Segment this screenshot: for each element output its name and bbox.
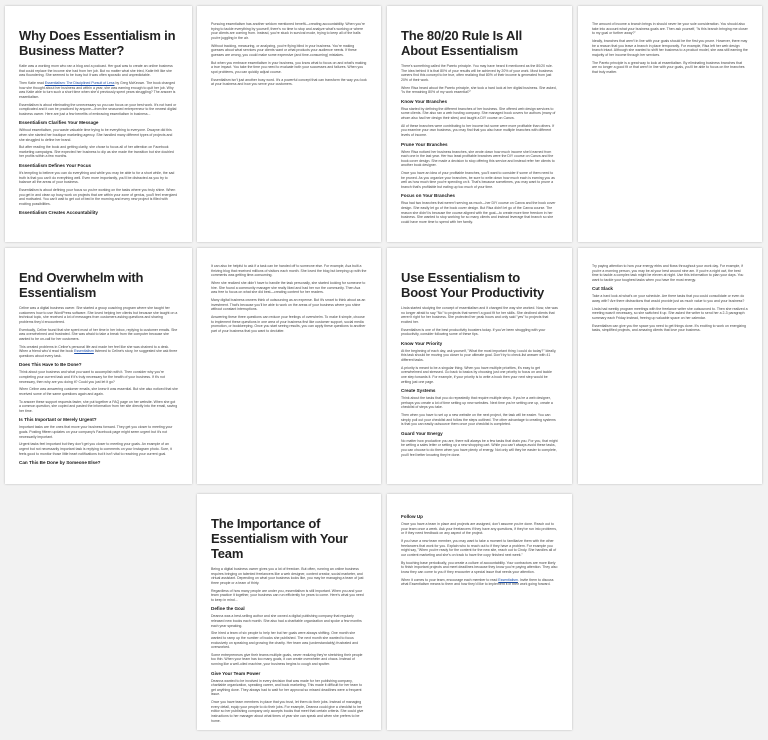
paragraph: Risa had two branches that weren't serving as much—her DIY course on Canva and the book cover design. She easily let go of the book cover design. But Risa didn't let go of the Canva course. The reason she didn't is because the course aligned with the goal—to create more time freedom in her business. She wanted to stop working for so many clients and instead leverage that branch so she could have more time to spend with her family. (401, 201, 556, 224)
page-5 (5, 248, 192, 484)
paragraph: There's something called the Pareto principle. You may have heard it mentioned as the 80/20 rule. The idea behind it is that 80% of your results will be achieved by 20% of your work. Most business owners find this concept to be true, often realizing that 80% of their income is generated from just 20% of their work. (401, 64, 553, 82)
page-1 (5, 6, 192, 242)
paragraph: Pursuing essentialism has another seldom mentioned benefit—creating accountability. When you're trying to tackle everything by yourself, there's no time to stop and analyze what's working or where your clients are coming from. Instead, you're stuck in survival mode, trying to keep all of the balls you're juggling in the air. (211, 22, 365, 40)
paragraph: When she realized she didn't have to handle the task personally, she started looking for someone to hire. She found a community manager she really liked and had her run the community. Then Ava was free to focus on what she did best—creating content for her readers. (211, 280, 366, 295)
section-heading: Know Your Branches (401, 98, 448, 104)
section-heading: Follow Up (401, 514, 423, 519)
paragraph: Ideally, branches that aren't in line with your goals should be the first you prune. However, there may be a reason that you leave a branch in place temporarily. For example, Risa left her web design branch intact. Although she wanted to shift her business to a product model, she was still earning the majority of her income through her services. (592, 38, 748, 57)
paragraph (19, 81, 178, 99)
section-heading: Create Systems (401, 388, 436, 394)
section-heading: Focus on Your Branches (401, 193, 455, 199)
paragraph: Linda started studying the concept of essentialism and it changed the way she worked. Now, she was no longer afraid to say "No" to projects that weren't a good fit for her skills. She declined clients that weren't right for her business. She protected her peak hours and only said "yes" to projects that excited her. (401, 306, 558, 324)
paragraph: It's tempting to believe you can do everything and while you may be able to for a short while, the sad truth is that you can't do everything well. Even more importantly, you'll be distracted as you try to balance all the areas of your business. (19, 171, 175, 185)
paragraph-text: by Greg McKeown. The book changed how she thought about her business and within a year, she was earning enough to quit her job. Why was Katie able to turn such a short time when she'd previously spent years struggling? The answer is essentialism. (19, 80, 176, 99)
page-title: The Importance of Essentialism with Your Team (211, 516, 348, 561)
paragraph: The Pareto principle is a great way to look at essentialism. By eliminating business branches that are no longer a good fit or that aren't in line with your goals, you'll be able to focus on the branches that truly matter. (592, 60, 745, 74)
paragraph: Once you have an idea of your profitable branches, you'll want to consider if some of them need to be pruned. As you organize your branches, be sure to write down how much each is earning you as well as how much time you're spending on it. That's because sometimes, you may want to prune a branch that's profitable but eating up too much of your time. (401, 171, 555, 189)
paragraph: Without tracking, measuring, or analyzing, you're flying blind in your business. You're making guesses about what services your clients want or what products your audience needs. If these guesses are wrong, you could make some expensive (and time-consuming) mistakes. (211, 43, 357, 57)
page-title: End Overwhelm with Essentialism (19, 270, 144, 300)
paragraph: Celine was a digital business owner. She started a group coaching program where she taught her customers how to use WordPress software. She loved helping her clients but because she taught on a technical topic, she received a lot of messages from customers asking questions and sharing problems they'd encountered. (19, 306, 178, 324)
paragraph: Think about your business and what you want to accomplish with it. Then consider why you're completing your current task and if it's truly necessary for the health of your business. If it's not necessary, then why are you doing it? Could you just let it go? (19, 370, 165, 384)
page-title: Use Essentialism to Boost Your Productivity (401, 270, 544, 300)
page-10 (387, 494, 572, 730)
paragraph (19, 345, 178, 359)
paragraph: It can also be helpful to ask if a task can be handed off to someone else. For example, Ava built a thriving blog that received millions of visitors each month. She loved the blog but keeping up with the comments was getting time-consuming. (211, 264, 367, 278)
paragraph: Being a digital business owner gives you a lot of freedom. But often, running an online business requires bringing on talented freelancers like a web designer, content creator, social marketer, and virtual assistant. Depending on what your business looks like, you may be managing a team of just three people or a team of thirty. (211, 567, 364, 585)
paragraph: Take a hard look at what's on your schedule. Are there tasks that you could consolidate or even do away with? Are there distractions that would provide just as much value to you and your business? (592, 294, 745, 303)
paragraph: By touching base periodically, you create a culture of accountability. Your contractors are more likely to finish important projects and meet deadlines because they know you're paying attention. They also know they can come to you if they encounter a special issue that needs your attention. (401, 560, 558, 574)
paragraph: Some entrepreneurs give their teams multiple goals, never realizing they're stretching their people too thin. When your team has too many goals, it can create overwhelm and chaos. Instead of running like a well-oiled machine, your business begins to cough and sputter. (211, 652, 363, 667)
paragraph: Important tasks are the ones that move your business forward. They get you closer to meeting your goals. Posting fifteen updates on your company's Facebook page might seem urgent but it's not necessarily important. (19, 425, 173, 439)
section-heading: Cut Slack (592, 286, 613, 292)
section-heading: Define the Goal (211, 606, 245, 612)
paragraph: At the beginning of each day, ask yourself, "What the most important thing I could do today?" Ideally, this task should be moving you closer to your ultimate goal. Don't try to check-list answer with 41 different tasks. (401, 348, 557, 362)
paragraph-text: This created problems in Celine's personal life and made her feel like she was chained to a desk. When a friend who'd read the book (19, 344, 170, 354)
paragraph: But after reading the book and getting clarity, she chose to focus all of her attention on Facebook marketing campaigns. She expected her business to dip as she made the transition but she doubled her profits within a few months. (19, 145, 174, 159)
paragraph: Many digital business owners think of outsourcing as an expense. But it's smart to think about as an investment. That's because you'll be able to work on the areas of your business where you shine without constant interruptions. (211, 297, 366, 312)
section-heading: Give Your Team Power (211, 670, 261, 676)
paragraph: To answer these support requests faster, she put together a FAQ page on her website. When she got a common question, she copied and pasted the information from her site directly into the email, saving her time. (19, 399, 178, 413)
section-heading: Guard Your Energy (401, 430, 443, 436)
paragraph: All of these branches were contributing to her income but some were more profitable than others. If you examine your own business, you may find that you also have multiple branches with different levels of income. (401, 123, 555, 137)
paragraph-text: When it comes to your team, encourage each member to read (401, 577, 499, 582)
paragraph (401, 578, 558, 587)
paragraph-text: . Invite them to discuss what Essentialism means to them and how they'd like to implement it in their work going forward. (401, 577, 554, 587)
page-3 (387, 6, 572, 242)
page-7 (387, 248, 572, 484)
page-6 (197, 248, 381, 484)
paragraph: Linda had weekly program meetings with the freelance writer she outsourced to. Then she realized a meeting wasn't necessary, so she switched it up. She asked the writer to send her a 2-3 paragraph summary each Friday instead, freeing up valuable space on her calendar. (592, 306, 748, 320)
page-9 (197, 494, 381, 730)
paragraph: Deanna was a best-selling author and she owned a digital publishing company that regularly released new books each month. She also had a charitable organization and spoke a few months each year speaking. (211, 614, 362, 628)
paragraph: Try paying attention to how your energy ebbs and flows throughout your work day. For example, if you're a morning person, you may be at your best around nine am. If you're a night owl, the best time to tackle a complex task might be eleven at night. Use this information to plan your days. You want to tackle your toughest tasks when you have the most energy. (592, 264, 744, 282)
paragraph: But when you embrace essentialism in your business, you know what to focus on and what's making a true impact. You take the time you need to evaluate both your successes and failures. When you spot problems, you can quickly adjust course. (211, 60, 367, 74)
section-heading: Prune Your Branches (401, 141, 448, 147)
paragraph: When Risa noticed her business branches, she wrote down how much income she'd earned from each one in the last year. Her two least profitable branches were the DIY course on Canva and the book cover design. She made a decision to stop offering this service and instead refer her clients to another book designer. (401, 149, 555, 168)
paragraph: When Risa heard about the Pareto principle, she took a hard look at her digital business. She asked, "Is the remaining 80% of my work essential?" (401, 85, 557, 95)
section-heading: Essentialism Defines Your Focus (19, 163, 92, 169)
paragraph: When Celine was answering customer emails, she knew it was essential. But she also noticed that she received some of the same questions again and again. (19, 387, 178, 396)
paragraph: Essentialism isn't just another busy word. It's a powerful concept that can transform the way you look at your business and how you serve your customers. (211, 77, 367, 87)
paragraph: A priority is meant to be a singular thing. When you have multiple priorities, it's easy to get overwhelmed and stressed. Go back to basics by choosing just one priority to focus on and tackle one step towards it. For example, if your priority is to write a book then your next step would be writing just one page. (401, 365, 552, 384)
book-link[interactable]: Essentialism (74, 349, 94, 354)
page-title: The 80/20 Rule Is All About Essentialism (401, 28, 523, 58)
paragraph: Answering these three questions can reduce your feelings of overwhelm. To make it simple, choose to implement these questions in one area of your business first like customer support, social media promotion, or bookkeeping. Once you start seeing results, you can apply these questions to another part of your business that you want to declutter. (211, 314, 366, 333)
paragraph: Essentialism is about eliminating the unnecessary so you can focus on your best work. It's not hard or complicated and it can be practiced by anyone—from the seasoned entrepreneur to the newest digital business owner. Here are just a few benefits of embracing essentialism in business... (19, 102, 177, 116)
section-heading: Does This Have to Be Done? (19, 362, 82, 368)
paragraph: Urgent tasks feel important but they don't get you closer to meeting your goals. An example of an urgent but not necessarily important task is replying to comments on your Instagram photo. Sure, it feels good to monitor those little heart notifications but it isn't vital to reaching your current goal. (19, 442, 172, 456)
book-link[interactable]: Essentialism (498, 577, 518, 582)
paragraph: Essentialism is one of the best productivity boosters today. If you've been struggling with your productivity, consider following some of these tips. (401, 327, 546, 337)
paragraph: Essentialism can give you the space you need to get things done. It's exciting to work on energizing tasks, simplified projects, and amazing clients that love your business. (592, 323, 746, 333)
paragraph: Without essentialism, you waste valuable time trying to be everything to everyone. Dwayne did this when she started her boutique marketing agency. She handled many different types of projects and she struggled to define her brand. (19, 128, 173, 142)
paragraph: Katie was a working mom who ran a blog and a podcast. Her goal was to create an online business that could replace the income she had from her job. But no matter what she tried, Katie felt like she was floundering. She seemed to be busy but it was often sporadic and unpredictable. (19, 64, 173, 78)
paragraph: Regardless of how many people are under you, essentialism is still important. When you and your team practice it together, your business can run efficiently for years to come. Here's what you need to keep in mind... (211, 588, 364, 602)
page-title: Why Does Essentialism in Business Matter? (19, 28, 176, 58)
paragraph: No matter how productive you are, there will always be a few tasks that drain you. For you, that might be writing a sales letter or setting up a new shopping cart. While you can't always avoid these tasks, you can choose to do them when you have plenty of energy. Not only will they be easier to complete, you'll feel better knowing they're done. (401, 438, 558, 457)
section-heading: Essentialism Clarifies Your Message (19, 120, 99, 126)
paragraph: Eventually, Celine found that she spent most of her time in her inbox, replying to customer emails. She was overwhelmed and frustrated. She was afraid to take a break from the computer because she wanted to be on-call for her customers. (19, 327, 178, 341)
page-2 (197, 6, 381, 242)
page-8 (578, 248, 762, 484)
paragraph: Once you have a team in place and projects are assigned, don't assume you're done. Reach out to your team once a week. Ask your freelancers if they have any questions, if they've run into problems, or if they need feedback on any aspect of the project. (401, 522, 557, 536)
paragraph: If you have a new team member, you may want to take a moment to familiarize them with the other freelancers that work for you. Explain who to reach out to if they have a problem. For example you might say, "When you're ready for the content for the new site, reach out to Cindy. She handles all of our content marketing and she's on track to have the copy finished next week." (401, 538, 557, 557)
paragraph-text: listened to Celine's story, he suggested she ask three questions about every task. (19, 349, 178, 358)
section-heading: Can This Be Done by Someone Else? (19, 460, 101, 466)
section-heading: Essentialism Creates Accountability (19, 210, 98, 216)
paragraph: Deanna wanted to be involved in every decision that was made for her publishing company, charitable organization, speaking career, and book marketing. This made it difficult for her team to get anything done. They always had to wait for her approval so missed deadlines were a frequent issue. (211, 678, 363, 697)
page-4 (578, 6, 762, 242)
paragraph: The amount of income a branch brings in should never be your sole consideration. You should also take into account what your business goals are. Then ask yourself, "Is this branch bringing me closer to my goal or further away?" (592, 22, 748, 36)
paragraph: She hired a team of six people to help her but her goals were always shifting. One month she wanted to ramp up the number of books she published. The next month she wanted to focus exclusively on speaking and growing the charity. Her team was (understandably) frustrated and overworked. (211, 631, 359, 650)
section-heading: Is This Important or Merely Urgent? (19, 417, 97, 423)
book-link[interactable]: Essentialism: The Disciplined Pursuit of Less (44, 80, 115, 85)
section-heading: Know Your Priority (401, 340, 443, 346)
paragraph-text: Then Katie read (19, 80, 45, 85)
paragraph: Essentialism is about defining your focus so you're working on the tasks where you truly shine. When you get in and clean up busy work on projects that are within your zone of genius, you'll feel energized and motivated. You can't wait to get out of bed in the morning and every new project is filled with exciting possibilities. (19, 188, 178, 206)
paragraph: Think about the tasks that you do repeatedly that require multiple steps. If you're a web designer, perhaps you create a lot of time setting up new websites. Next time you're setting one up, create a checklist of steps you take. (401, 396, 553, 410)
paragraph: Then when you have to set up a new website on the next project, the task will be easier. You can simply pull out your checklist and follow the steps outlined. The other advantage to creating systems is that you can easily outsource them once your checklist is completed. (401, 413, 556, 427)
paragraph: Once you have team members in place that you trust, let them do their jobs. Instead of managing every detail, equip your people to do their jobs. For example, Deanna could give a checklist to her editor so her publishing company only accepts books that meet that certain criteria. She could give instructions to her manager about what times of year she can speak and when she prefers to be home. (211, 700, 364, 723)
paragraph: Risa started by defining the different branches of her business. She offered web design services to some clients. She also ran a web hosting company. She managed book covers for authors (many of whom also had her design their sites) and taught a DIY course on Canva. (401, 106, 556, 120)
